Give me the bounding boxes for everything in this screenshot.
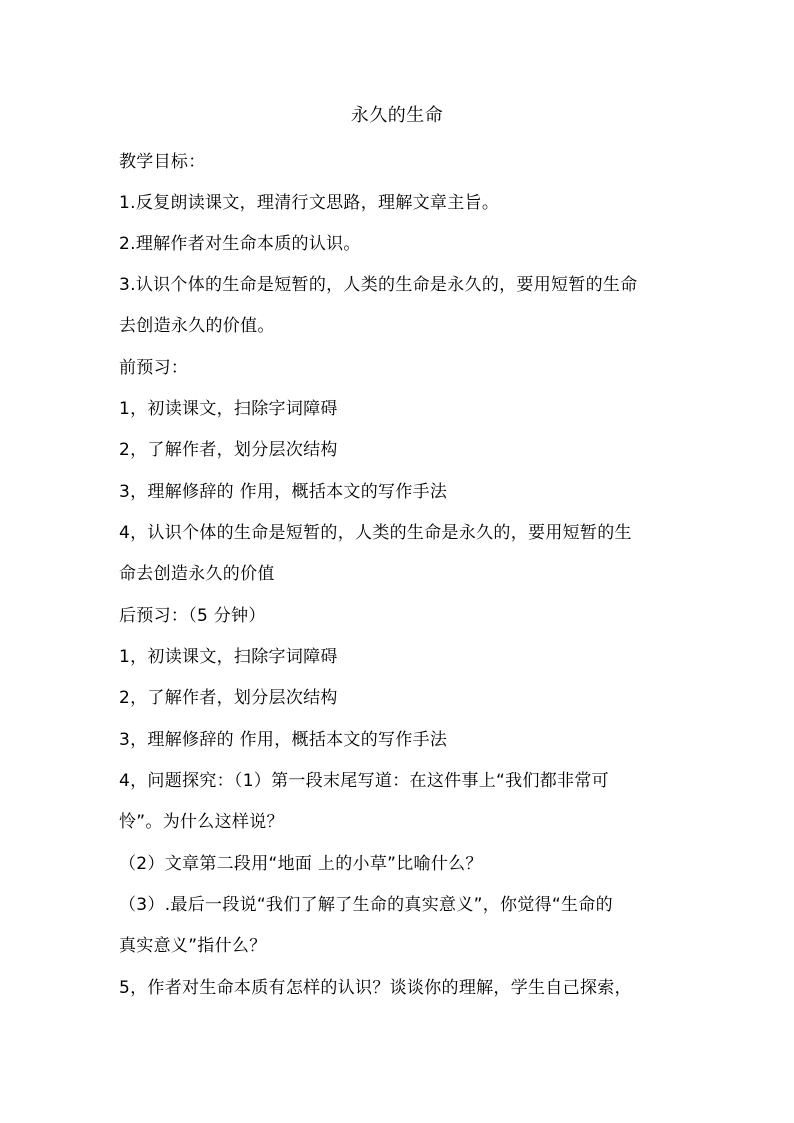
document-title: 永久的生命 xyxy=(350,105,444,126)
post-study-item-3: 3，理解修辞的 作用，概括本文的写作手法 xyxy=(119,730,448,750)
goal-line-3-continued: 去创造永久的价值。 xyxy=(119,316,275,336)
post-study-item-2: 2，了解作者，划分层次结构 xyxy=(119,688,338,708)
pre-study-item-4: 4，认识个体的生命是短暂的，人类的生命是永久的，要用短暂的生 xyxy=(119,523,632,543)
question-2: （2）文章第二段用“地面 上的小草”比喻什么？ xyxy=(119,854,483,874)
question-3-continued: 真实意义”指什么？ xyxy=(119,936,267,956)
pre-study-item-1: 1，初读课文，扫除字词障碍 xyxy=(119,399,338,419)
goal-line-2: 2.理解作者对生命本质的认识。 xyxy=(119,234,361,254)
pre-study-item-3: 3，理解修辞的 作用，概括本文的写作手法 xyxy=(119,482,448,502)
section-heading-pre-study: 前预习： xyxy=(119,358,189,378)
section-heading-teaching-goals: 教学目标： xyxy=(119,152,206,172)
post-study-item-1: 1，初读课文，扫除字词障碍 xyxy=(119,647,338,667)
pre-study-item-4-continued: 命去创造永久的价值 xyxy=(119,564,275,584)
post-study-item-5: 5，作者对生命本质有怎样的认识？谈谈你的理解，学生自己探索， xyxy=(119,978,632,998)
question-3: （3）.最后一段说“我们了解了生命的真实意义”，你觉得“生命的 xyxy=(119,895,613,915)
pre-study-item-2: 2，了解作者，划分层次结构 xyxy=(119,440,338,460)
post-study-item-4-continued: 怜”。为什么这样说？ xyxy=(119,812,284,832)
goal-line-1: 1.反复朗读课文，理清行文思路，理解文章主旨。 xyxy=(119,193,500,213)
goal-line-3: 3.认识个体的生命是短暂的，人类的生命是永久的，要用短暂的生命 xyxy=(119,275,638,295)
post-study-item-4: 4，问题探究：（1）第一段末尾写道：在这件事上“我们都非常可 xyxy=(119,771,609,791)
section-heading-post-study: 后预习：（5 分钟） xyxy=(119,606,266,626)
